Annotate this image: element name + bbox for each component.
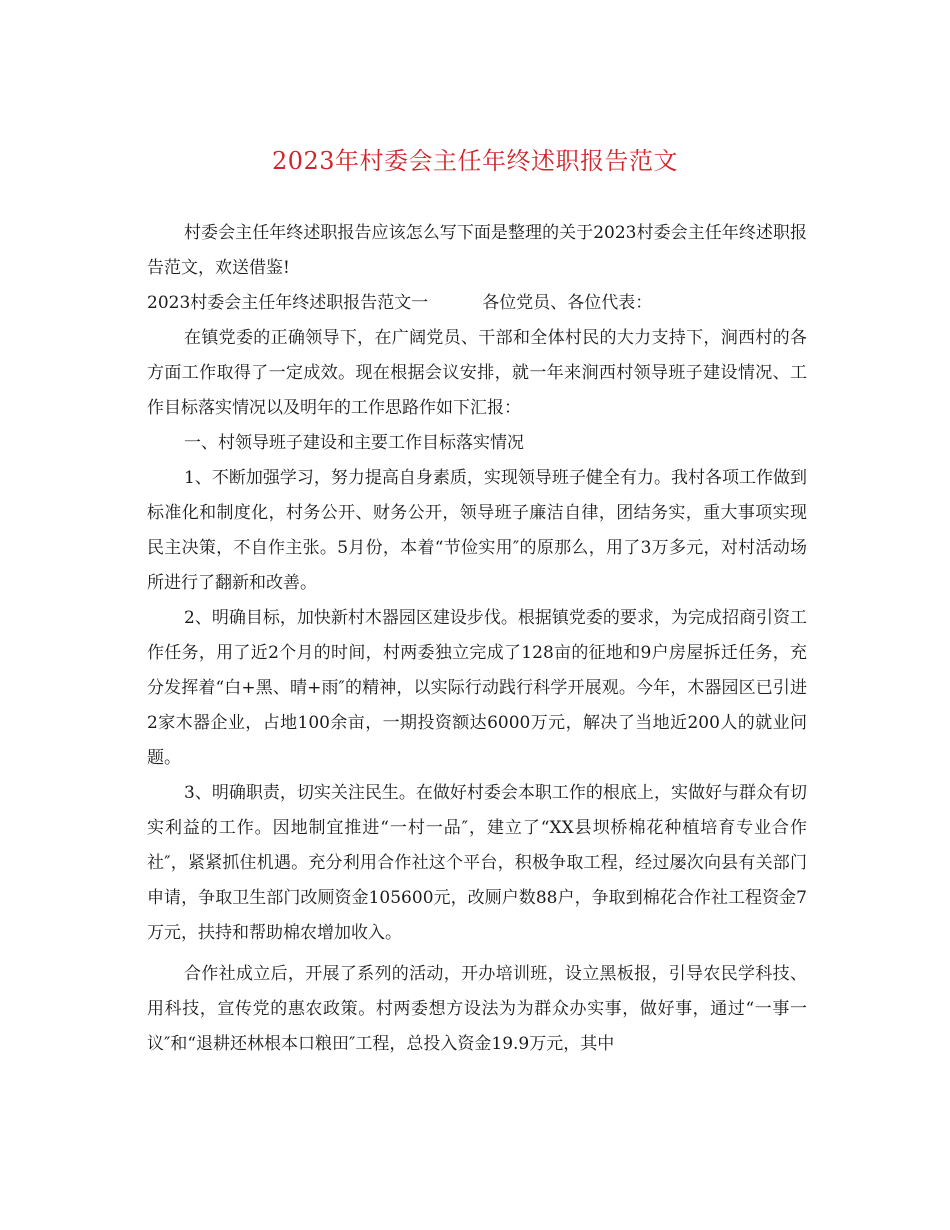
section-heading-line xyxy=(147,286,807,321)
document-body xyxy=(147,216,807,1062)
body-paragraph: 合作社成立后，开展了系列的活动，开办培训班，设立黑板报，引导农民学科技、用科技，宣传党的惠农政策。村两委想方设法为为群众办实事，做好事，通过“一事一议″和“退耕还林根本口粮田″工程，总投入资金19.9万元，其中 xyxy=(147,964,807,1054)
body-paragraph: 1、不断加强学习，努力提高自身素质，实现领导班子健全有力。我村各项工作做到标准化和制度化，村务公开、财务公开，领导班子廉洁自律，团结务实，重大事项实现民主决策，不自作主张。5月份，本着“节俭实用″的原那么，用了3万多元，对村活动场所进行了翻新和改善。 xyxy=(147,468,807,593)
body-paragraph: 在镇党委的正确领导下，在广阔党员、干部和全体村民的大力支持下，涧西村的各方面工作取得了一定成效。现在根据会议安排，就一年来涧西村领导班子建设情况、工作目标落实情况以及明年的工作思路作如下汇报： xyxy=(147,328,807,418)
salutation: 各位党员、各位代表： xyxy=(482,293,653,313)
body-paragraph: 3、明确职责，切实关注民生。在做好村委会本职工作的根底上，实做好与群众有切实利益的工作。因地制宜推进“一村一品″，建立了“XX县坝桥棉花种植培育专业合作社″，紧紧抓住机遇。充分利用合作社这个平台，积极争取工程，经过屡次向县有关部门申请，争取卫生部门改厕资金105600元，改厕户数88户，争取到棉花合作社工程资金7万元，扶持和帮助棉农增加收入。 xyxy=(147,783,807,943)
intro-paragraph: 村委会主任年终述职报告应该怎么写下面是整理的关于2023村委会主任年终述职报告范文，欢送借鉴! xyxy=(147,223,807,278)
subsection-heading: 一、村领导班子建设和主要工作目标落实情况 xyxy=(184,433,524,453)
body-paragraph: 2、明确目标，加快新村木器园区建设步伐。根据镇党委的要求，为完成招商引资工作任务，用了近2个月的时间，村两委独立完成了128亩的征地和9户房屋拆迁任务，充分发挥着“白+黑、晴+雨″的精神，以实际行动践行科学开展观。今年，木器园区已引进2家木器企业，占地100余亩，一期投资额达6000万元，解决了当地近200人的就业问题。 xyxy=(147,608,807,768)
section-heading: 2023村委会主任年终述职报告范文一 xyxy=(147,293,429,313)
document-title: 2023年村委会主任年终述职报告范文 xyxy=(271,147,679,175)
